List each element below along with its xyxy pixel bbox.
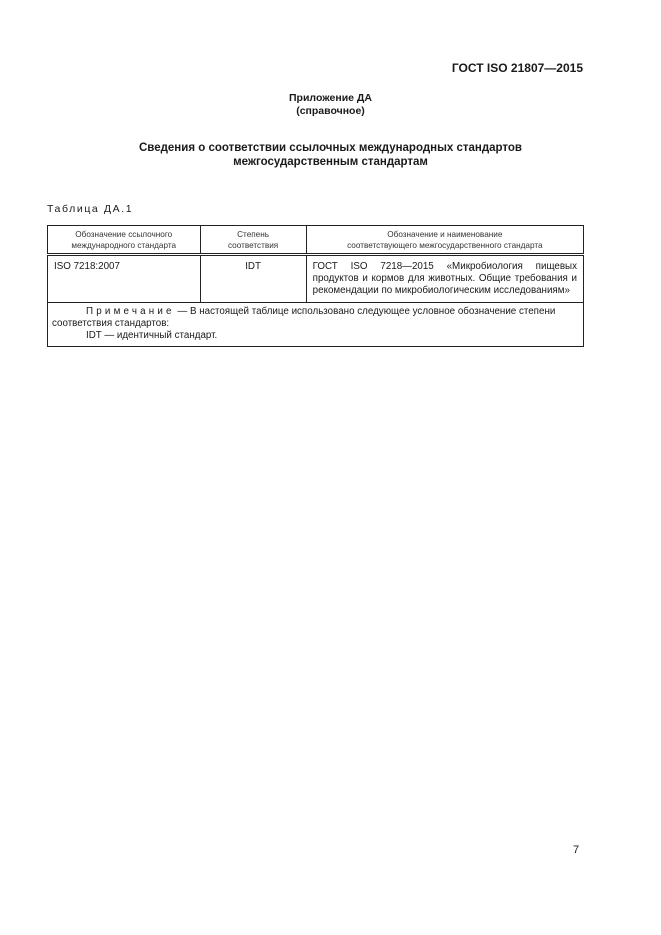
table-header-row [48,226,584,255]
note-text: В настоящей таблице использовано следующее условное обозначение степени соответствия стандартов: [52,306,556,329]
section-title [0,141,661,169]
section-title-line2: межгосударственным стандартам [233,156,428,168]
note-legend: IDT — идентичный стандарт. [86,330,218,341]
header-text: Обозначение и наименование [387,229,503,239]
header-text: соответствующего межгосударственного стандарта [347,240,543,250]
standards-correspondence-table [47,225,584,347]
cell-degree: IDT [200,255,306,303]
appendix-subtitle: (справочное) [296,105,365,117]
note-label: Примечание [86,306,175,317]
cell-reference-standard: ISO 7218:2007 [48,255,201,303]
table-note-row [48,303,584,347]
header-text: Степень [237,229,270,239]
appendix-title: Приложение ДА [289,92,372,104]
header-text: соответствия [227,240,279,250]
appendix-heading [0,92,661,118]
note-dash: — [174,306,190,317]
page-number: 7 [573,844,580,856]
header-text: Обозначение ссылочного [75,229,173,239]
document-code: ГОСТ ISO 21807—2015 [451,61,583,75]
table-row [48,255,584,303]
header-interstate-standard [306,226,583,255]
header-degree [200,226,306,255]
table-note [48,303,584,347]
cell-interstate-standard: ГОСТ ISO 7218—2015 «Микробиология пищевых продуктов и кормов для животных. Общие требования и рекомендации по микробиологическим исследованиям» [306,255,583,303]
header-text: международного стандарта [71,240,177,250]
section-title-line1: Сведения о соответствии ссылочных международных стандартов [138,142,522,154]
header-reference-standard [48,226,201,255]
table-caption: Таблица ДА.1 [47,203,134,215]
